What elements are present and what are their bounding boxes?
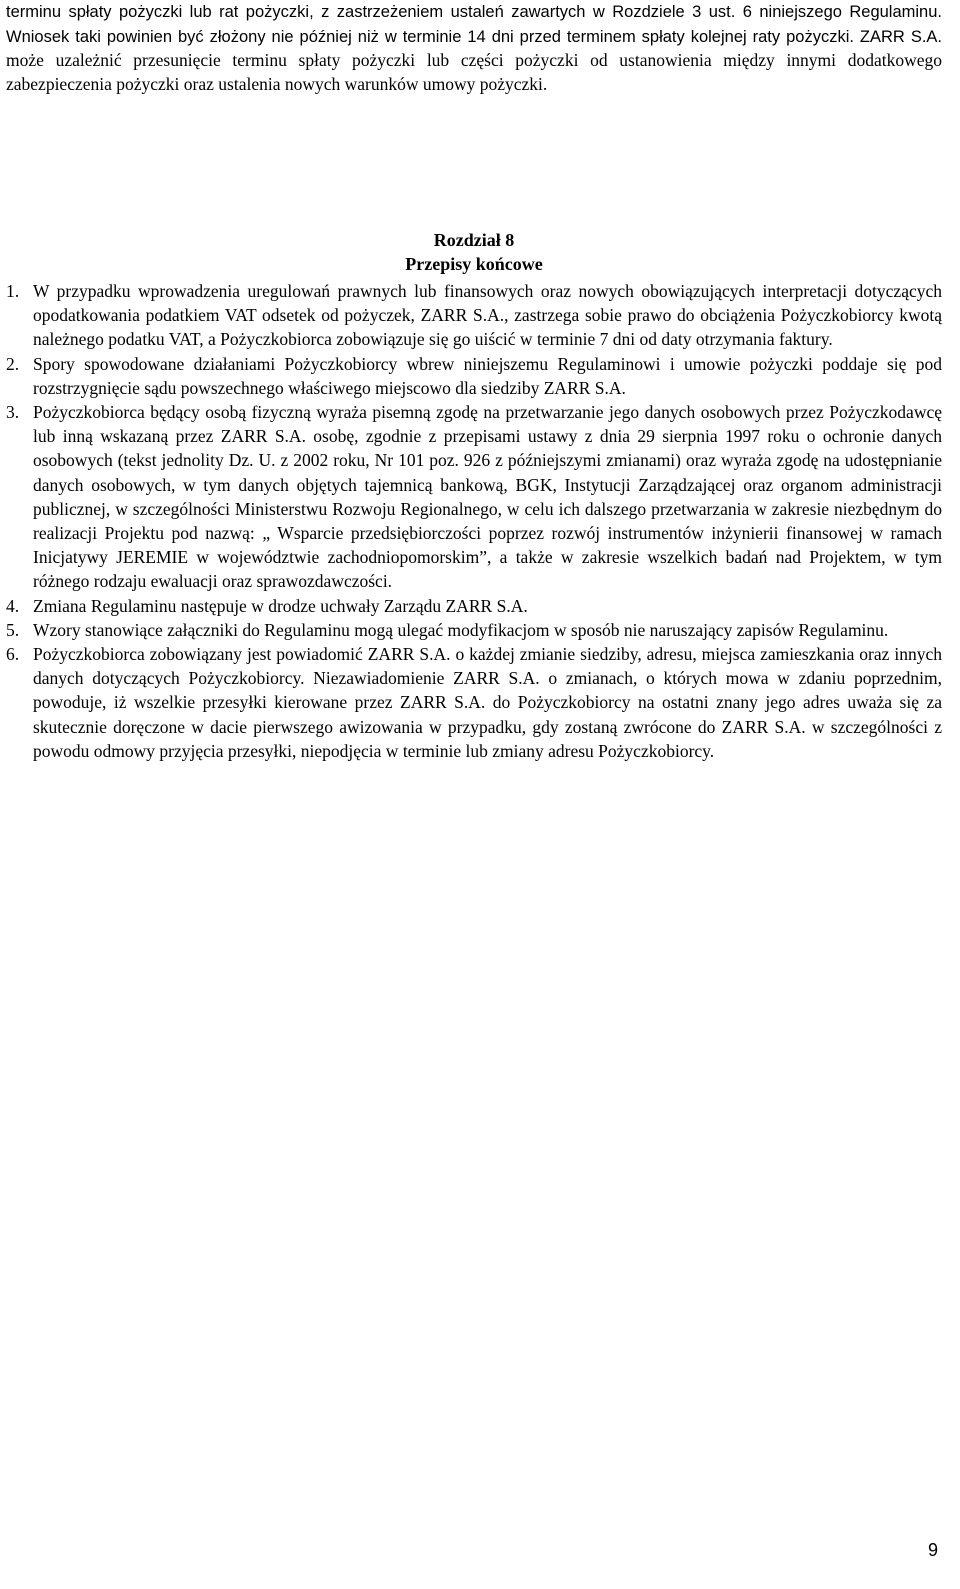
item-text: Pożyczkobiorca będący osobą fizyczną wyraża pisemną zgodę na przetwarzanie jego danych osobowych przez Pożyczkodawcę lub inną wskazaną przez ZARR S.A. osobę, zgodnie z przepisami ustawy z dnia 29 sierpnia 1997 roku o ochronie danych osobowych (tekst jednolity Dz. U. z 2002 roku, Nr 101 poz. 926 z późniejszymi zmianami) oraz wyraża zgodę na udostępnianie danych osobowych, w tym danych objętych tajemnicą bankową, BGK, Instytucji Zarządzającej oraz organom administracji publicznej, w szczególności Ministerstwu Rozwoju Regionalnego, w celu ich dalszego przetwarzania w zakresie niezbędnym do realizacji Projektu pod nazwą: „ Wsparcie przedsiębiorczości poprzez rozwój instrumentów inżynierii finansowej w ramach Inicjatywy JEREMIE w województwie zachodniopomorskim”, a także w zakresie wszelkich badań nad Projektem, w tym różnego rodzaju ewaluacji oraz sprawozdawczości. [33, 402, 942, 592]
item-text: Zmiana Regulaminu następuje w drodze uchwały Zarządu ZARR S.A. [33, 595, 528, 616]
list-item [6, 642, 942, 763]
chapter-number: Rozdział 8 [433, 230, 515, 250]
list-item [6, 279, 942, 352]
item-number: 2. [6, 353, 20, 374]
list-item [6, 400, 942, 594]
list-item [6, 594, 942, 618]
item-text: Wzory stanowiące załączniki do Regulaminu mogą ulegać modyfikacjom w sposób nie naruszający zapisów Regulaminu. [33, 619, 889, 640]
item-text: W przypadku wprowadzenia uregulowań prawnych lub finansowych oraz nowych obowiązujących interpretacji dotyczących opodatkowania podatkiem VAT odsetek od pożyczek, ZARR S.A., zastrzega sobie prawo do obciążenia Pożyczkobiorcy kwotą należnego podatku VAT, a Pożyczkobiorca zobowiązuje się go uiścić w terminie 7 dni od daty otrzymania faktury. [33, 281, 942, 350]
list-item [6, 352, 942, 400]
item-number: 3. [6, 402, 20, 423]
chapter-heading [6, 228, 942, 276]
list-item [6, 618, 942, 642]
page-number: 9 [927, 1540, 938, 1560]
intro-paragraph [6, 0, 942, 96]
chapter-title: Przepisy końcowe [405, 254, 543, 274]
item-number: 1. [6, 281, 20, 301]
final-provisions-list [6, 279, 942, 763]
item-text: Pożyczkobiorca zobowiązany jest powiadomić ZARR S.A. o każdej zmianie siedziby, adresu, miejsca zamieszkania oraz innych danych dotyczących Pożyczkobiorcy. Niezawiadomienie ZARR S.A. o zmianach, o których mowa w zdaniu poprzednim, powoduje, iż wszelkie przesyłki kierowane przez ZARR S.A. do Pożyczkobiorcy na ostatni znany jego adres uważa się za skutecznie doręczone w dacie pierwszego awizowania w przypadku, gdy zostaną zwrócone do ZARR S.A. w szczególności z powodu odmowy przyjęcia przesyłki, niepodjęcia w terminie lub zmiany adresu Pożyczkobiorcy. [33, 644, 942, 761]
document-page [6, 0, 942, 761]
intro-text-part2: może uzależnić przesunięcie terminu spłaty pożyczki lub części pożyczki od ustanowienia między innymi dodatkowego zabezpieczenia pożyczki oraz ustalenia nowych warunków umowy pożyczki. [6, 50, 942, 94]
item-text: Spory spowodowane działaniami Pożyczkobiorcy wbrew niniejszemu Regulaminowi i umowie pożyczki poddaje się pod rozstrzygnięcie sądu powszechnego właściwego miejscowo dla siedziby ZARR S.A. [33, 353, 942, 398]
intro-text-part1: terminu spłaty pożyczki lub rat pożyczki, z zastrzeżeniem ustaleń zawartych w Rozdziele 3 ust. 6 niniejszego Regulaminu. Wniosek taki powinien być złożony nie później niż w terminie 14 dni przed terminem spłaty kolejnej raty pożyczki. ZARR S.A. [6, 3, 942, 46]
item-number: 5. [6, 619, 20, 640]
item-number: 6. [6, 644, 20, 665]
item-number: 4. [6, 595, 20, 616]
